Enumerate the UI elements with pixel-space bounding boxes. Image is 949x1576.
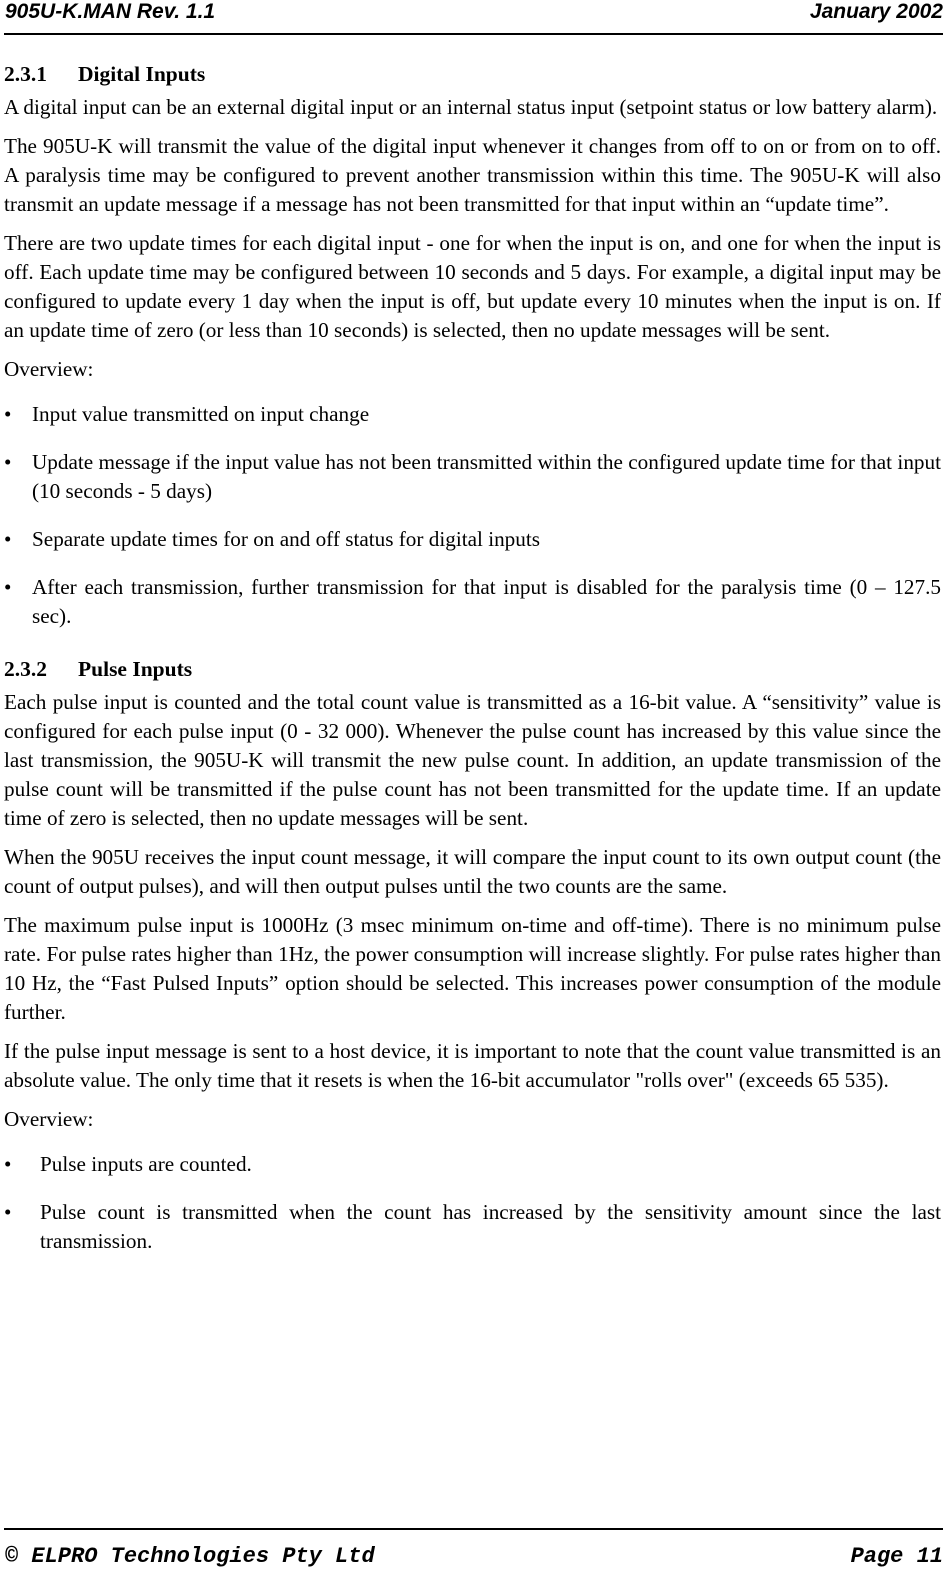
bullet-list bbox=[4, 1150, 941, 1256]
paragraph: The maximum pulse input is 1000Hz (3 msec minimum on-time and off-time). There is no minimum pulse rate. For pulse rates higher than 1Hz, the power consumption will increase slightly. For pulse rates higher than 10 Hz, the “Fast Pulsed Inputs” option should be selected. This increases power consumption of the module further. bbox=[4, 913, 941, 1024]
paragraph: A digital input can be an external digital input or an internal status input (setpoint status or low battery alarm). bbox=[4, 95, 938, 119]
list-item: • Update message if the input value has not been transmitted within the configured update time for that input (10 seconds - 5 days) bbox=[4, 450, 941, 503]
overview-label: Overview: bbox=[4, 1107, 94, 1131]
bullet-icon: • bbox=[4, 402, 12, 426]
section-title: Pulse Inputs bbox=[78, 657, 193, 681]
list-item: • After each transmission, further transmission for that input is disabled for the paralysis time (0 – 127.5 sec). bbox=[4, 575, 941, 628]
page-footer bbox=[4, 1528, 943, 1576]
paragraph: If the pulse input message is sent to a host device, it is important to note that the count value transmitted is an absolute value. The only time that it resets is when the 16-bit accumulator "rolls over" (exceeds 65 535). bbox=[4, 1039, 941, 1092]
paragraph: The 905U-K will transmit the value of the digital input whenever it changes from off to on or from on to off. A paralysis time may be configured to prevent another transmission within this time. The 905U-K will also transmit an update message if a message has not been transmitted for that input within an “update time”. bbox=[4, 134, 941, 216]
section-number: 2.3.1 bbox=[4, 62, 47, 86]
section-title: Digital Inputs bbox=[78, 62, 206, 86]
paragraph: There are two update times for each digital input - one for when the input is on, and one for when the input is off. Each update time may be configured between 10 seconds and 5 days. For example, a digital input may be configured to update every 1 day when the input is off, but update every 10 minutes when the input is on. If an update time of zero (or less than 10 seconds) is selected, then no update messages will be sent. bbox=[4, 231, 941, 342]
page-number: Page 11 bbox=[850, 1544, 943, 1569]
list-item: • Input value transmitted on input change bbox=[4, 400, 941, 429]
paragraph: Each pulse input is counted and the total count value is transmitted as a 16-bit value. A “sensitivity” value is configured for each pulse input (0 - 32 000). Whenever the pulse count has increased by this value since the last transmission, the 905U-K will transmit the new pulse count. In addition, an update transmission of the pulse count will be transmitted if the pulse count has not been transmitted for the update time. If an update time of zero is selected, then no update messages will be sent. bbox=[4, 690, 941, 830]
list-item: • Pulse count is transmitted when the count has increased by the sensitivity amount since the last transmission. bbox=[4, 1200, 941, 1253]
document-id: 905U-K.MAN Rev. 1.1 bbox=[5, 0, 216, 23]
document-date: January 2002 bbox=[809, 0, 943, 23]
bullet-icon: • bbox=[4, 450, 12, 474]
section-number: 2.3.2 bbox=[4, 657, 47, 681]
bullet-icon: • bbox=[4, 1152, 12, 1176]
bullet-icon: • bbox=[4, 1200, 12, 1224]
list-item: • Separate update times for on and off status for digital inputs bbox=[4, 525, 941, 554]
overview-label: Overview: bbox=[4, 357, 94, 381]
page-content bbox=[4, 58, 941, 1256]
section-heading-pulse-inputs bbox=[4, 653, 941, 686]
list-item: • Pulse inputs are counted. bbox=[4, 1150, 941, 1179]
page-header bbox=[4, 0, 943, 35]
paragraph: When the 905U receives the input count message, it will compare the input count to its own output count (the count of output pulses), and will then output pulses until the two counts are the same. bbox=[4, 845, 941, 898]
bullet-list bbox=[4, 400, 941, 631]
company-copyright: © ELPRO Technologies Pty Ltd bbox=[5, 1544, 375, 1569]
bullet-icon: • bbox=[4, 575, 12, 599]
section-heading-digital-inputs bbox=[4, 58, 941, 91]
bullet-icon: • bbox=[4, 527, 12, 551]
